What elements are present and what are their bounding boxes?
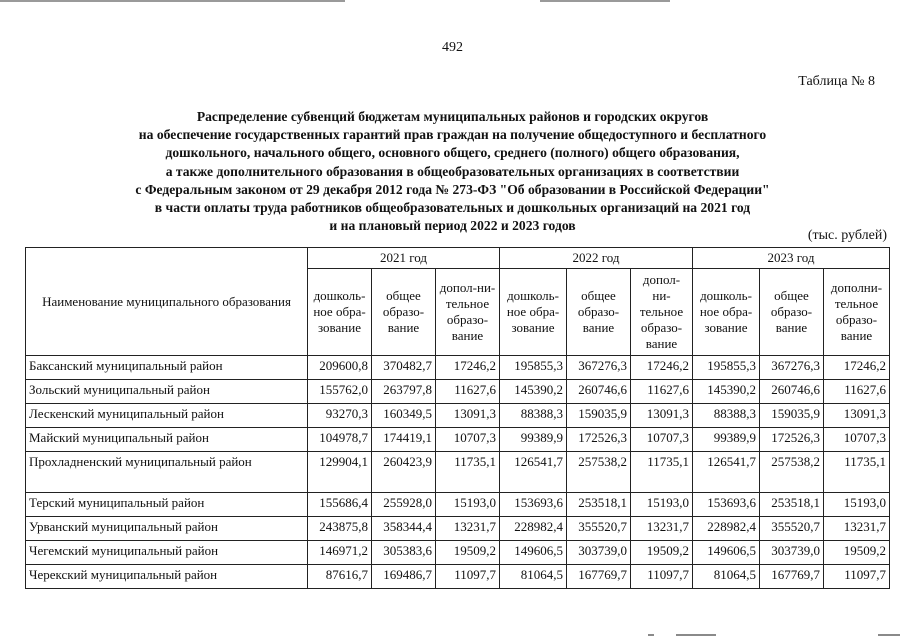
subheader-additional: допол-ни-тельное образо-вание xyxy=(631,269,693,356)
value-cell: 15193,0 xyxy=(824,493,890,517)
title-line: с Федеральным законом от 29 декабря 2012 года № 273-ФЗ "Об образовании в Российской Федерации" xyxy=(135,181,770,197)
value-cell: 228982,4 xyxy=(500,517,567,541)
document-title xyxy=(60,108,845,235)
value-cell: 13091,3 xyxy=(436,404,500,428)
value-cell: 149606,5 xyxy=(693,541,760,565)
value-cell: 81064,5 xyxy=(693,565,760,589)
value-cell: 81064,5 xyxy=(500,565,567,589)
value-cell: 228982,4 xyxy=(693,517,760,541)
value-cell: 19509,2 xyxy=(436,541,500,565)
table-row xyxy=(26,452,890,493)
value-cell: 126541,7 xyxy=(693,452,760,493)
value-cell: 167769,7 xyxy=(760,565,824,589)
table-label: Таблица № 8 xyxy=(798,74,875,89)
value-cell: 145390,2 xyxy=(500,380,567,404)
value-cell: 149606,5 xyxy=(500,541,567,565)
value-cell: 13231,7 xyxy=(631,517,693,541)
value-cell: 355520,7 xyxy=(760,517,824,541)
value-cell: 155762,0 xyxy=(308,380,372,404)
table-row xyxy=(26,380,890,404)
value-cell: 11627,6 xyxy=(436,380,500,404)
table-row xyxy=(26,356,890,380)
subheader-preschool: дошколь-ное обра-зование xyxy=(308,269,372,356)
value-cell: 10707,3 xyxy=(631,428,693,452)
value-cell: 303739,0 xyxy=(760,541,824,565)
value-cell: 17246,2 xyxy=(631,356,693,380)
value-cell: 367276,3 xyxy=(567,356,631,380)
value-cell: 15193,0 xyxy=(436,493,500,517)
value-cell: 13231,7 xyxy=(824,517,890,541)
value-cell: 159035,9 xyxy=(760,404,824,428)
value-cell: 87616,7 xyxy=(308,565,372,589)
value-cell: 367276,3 xyxy=(760,356,824,380)
value-cell: 11627,6 xyxy=(824,380,890,404)
scan-artifact-bottom-mid xyxy=(676,634,716,636)
value-cell: 10707,3 xyxy=(436,428,500,452)
value-cell: 255928,0 xyxy=(372,493,436,517)
value-cell: 260746,6 xyxy=(567,380,631,404)
value-cell: 167769,7 xyxy=(567,565,631,589)
value-cell: 11735,1 xyxy=(824,452,890,493)
value-cell: 172526,3 xyxy=(567,428,631,452)
municipality-name: Чегемский муниципальный район xyxy=(26,541,308,565)
value-cell: 159035,9 xyxy=(567,404,631,428)
subheader-general: общее образо-вание xyxy=(372,269,436,356)
table-row xyxy=(26,565,890,589)
title-line: и на плановый период 2022 и 2023 годов xyxy=(329,218,576,234)
subheader-preschool: дошколь-ное обра-зование xyxy=(500,269,567,356)
value-cell: 257538,2 xyxy=(760,452,824,493)
municipality-name: Терский муниципальный район xyxy=(26,493,308,517)
value-cell: 99389,9 xyxy=(693,428,760,452)
subheader-additional: дополни-тельное образо-вание xyxy=(824,269,890,356)
value-cell: 160349,5 xyxy=(372,404,436,428)
municipality-name: Урванский муниципальный район xyxy=(26,517,308,541)
page-number: 492 xyxy=(442,40,463,55)
title-line: дошкольного, начального общего, основного общего, среднего (полного) общего образования, xyxy=(165,145,740,161)
value-cell: 370482,7 xyxy=(372,356,436,380)
value-cell: 17246,2 xyxy=(436,356,500,380)
value-cell: 155686,4 xyxy=(308,493,372,517)
subheader-general: общее образо-вание xyxy=(760,269,824,356)
value-cell: 13091,3 xyxy=(824,404,890,428)
value-cell: 88388,3 xyxy=(693,404,760,428)
value-cell: 195855,3 xyxy=(500,356,567,380)
value-cell: 243875,8 xyxy=(308,517,372,541)
value-cell: 104978,7 xyxy=(308,428,372,452)
value-cell: 15193,0 xyxy=(631,493,693,517)
scan-artifact-bottom-left xyxy=(648,634,654,636)
value-cell: 126541,7 xyxy=(500,452,567,493)
year-header-2021: 2021 год xyxy=(308,248,500,269)
value-cell: 303739,0 xyxy=(567,541,631,565)
municipality-name: Баксанский муниципальный район xyxy=(26,356,308,380)
value-cell: 253518,1 xyxy=(567,493,631,517)
value-cell: 358344,4 xyxy=(372,517,436,541)
value-cell: 263797,8 xyxy=(372,380,436,404)
subheader-preschool: дошколь-ное обра-зование xyxy=(693,269,760,356)
value-cell: 355520,7 xyxy=(567,517,631,541)
municipality-name: Черекский муниципальный район xyxy=(26,565,308,589)
municipality-name: Майский муниципальный район xyxy=(26,428,308,452)
subheader-additional: допол-ни-тельное образо-вание xyxy=(436,269,500,356)
value-cell: 305383,6 xyxy=(372,541,436,565)
value-cell: 172526,3 xyxy=(760,428,824,452)
value-cell: 13091,3 xyxy=(631,404,693,428)
municipality-name: Лескенский муниципальный район xyxy=(26,404,308,428)
year-header-2022: 2022 год xyxy=(500,248,693,269)
scan-artifact-bottom-right xyxy=(878,634,900,636)
municipality-name: Зольский муниципальный район xyxy=(26,380,308,404)
value-cell: 19509,2 xyxy=(824,541,890,565)
value-cell: 11097,7 xyxy=(824,565,890,589)
value-cell: 11735,1 xyxy=(631,452,693,493)
municipality-name: Прохладненский муниципальный район xyxy=(26,452,308,493)
value-cell: 10707,3 xyxy=(824,428,890,452)
scan-artifact-top-right xyxy=(540,0,670,2)
value-cell: 13231,7 xyxy=(436,517,500,541)
value-cell: 209600,8 xyxy=(308,356,372,380)
title-line: а также дополнительного образования в общеобразовательных организациях в соответствии xyxy=(165,163,740,179)
year-header-2023: 2023 год xyxy=(693,248,890,269)
column-header-municipality: Наименование муниципального образования xyxy=(26,248,308,356)
value-cell: 11097,7 xyxy=(631,565,693,589)
value-cell: 99389,9 xyxy=(500,428,567,452)
value-cell: 146971,2 xyxy=(308,541,372,565)
value-cell: 93270,3 xyxy=(308,404,372,428)
title-line: на обеспечение государственных гарантий прав граждан на получение общедоступного и бесплатного xyxy=(138,127,767,143)
value-cell: 129904,1 xyxy=(308,452,372,493)
scan-artifact-top-left xyxy=(0,0,345,2)
value-cell: 11735,1 xyxy=(436,452,500,493)
subheader-general: общее образо-вание xyxy=(567,269,631,356)
value-cell: 174419,1 xyxy=(372,428,436,452)
value-cell: 260746,6 xyxy=(760,380,824,404)
title-line: в части оплаты труда работников общеобразовательных и дошкольных организаций на 2021 год xyxy=(154,200,751,216)
title-line: Распределение субвенций бюджетам муниципальных районов и городских округов xyxy=(196,109,709,124)
value-cell: 11097,7 xyxy=(436,565,500,589)
table-row xyxy=(26,517,890,541)
value-cell: 195855,3 xyxy=(693,356,760,380)
value-cell: 145390,2 xyxy=(693,380,760,404)
units-label: (тыс. рублей) xyxy=(807,228,887,243)
value-cell: 257538,2 xyxy=(567,452,631,493)
value-cell: 153693,6 xyxy=(500,493,567,517)
value-cell: 19509,2 xyxy=(631,541,693,565)
table-row xyxy=(26,428,890,452)
value-cell: 253518,1 xyxy=(760,493,824,517)
subvention-table xyxy=(25,247,890,589)
value-cell: 260423,9 xyxy=(372,452,436,493)
value-cell: 11627,6 xyxy=(631,380,693,404)
value-cell: 153693,6 xyxy=(693,493,760,517)
value-cell: 17246,2 xyxy=(824,356,890,380)
table-row xyxy=(26,493,890,517)
table-row xyxy=(26,541,890,565)
value-cell: 169486,7 xyxy=(372,565,436,589)
table-row xyxy=(26,404,890,428)
value-cell: 88388,3 xyxy=(500,404,567,428)
